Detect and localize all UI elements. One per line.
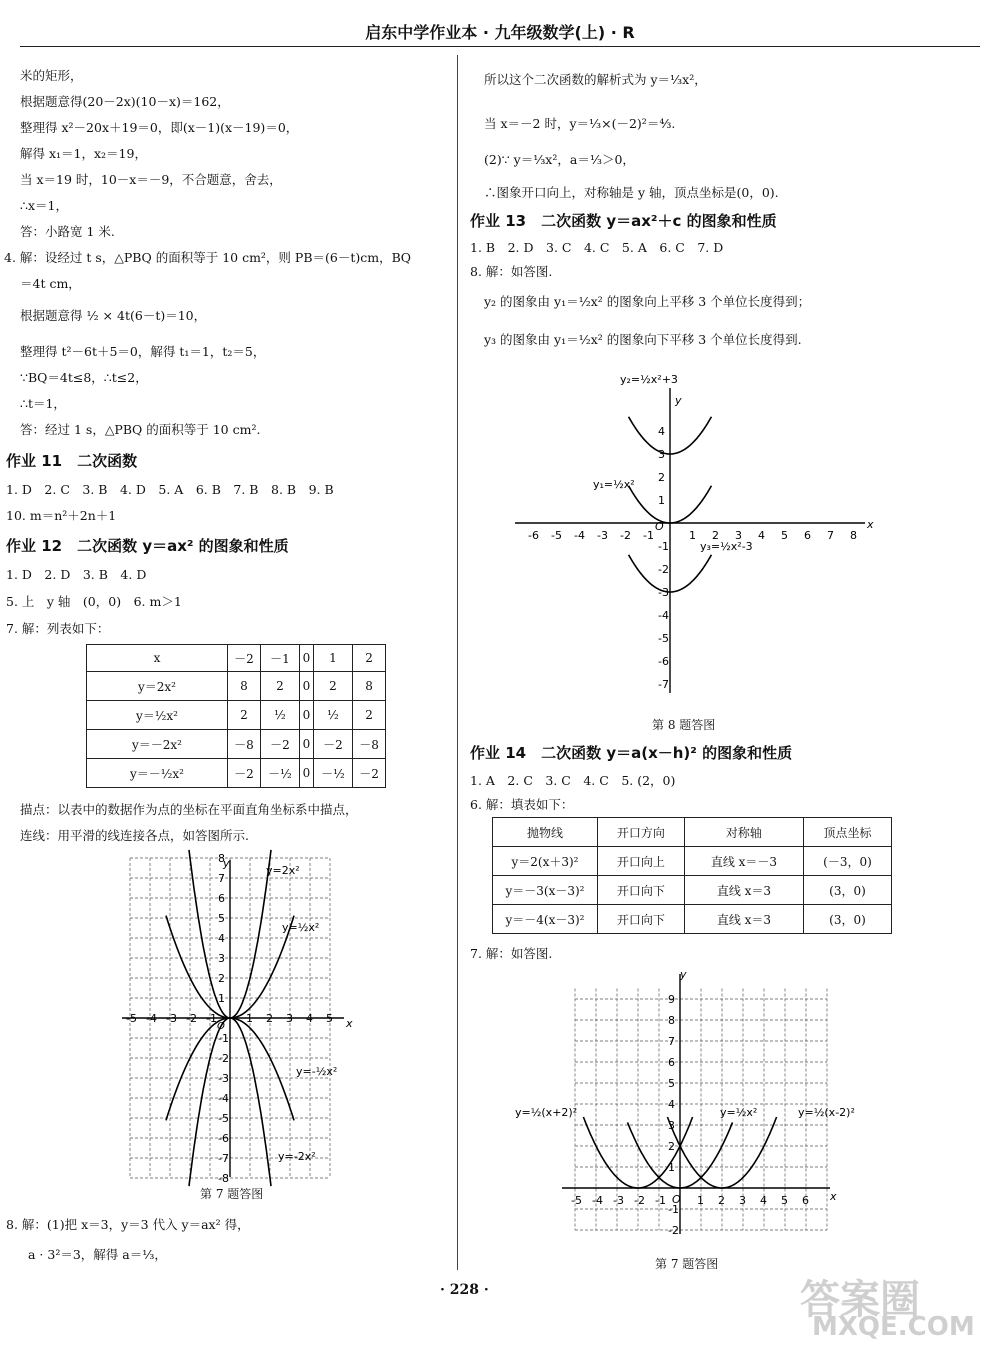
tick-labels [528, 425, 857, 691]
section-title-hw11: 作业 11 二次函数 [6, 452, 138, 470]
table-cell: y＝2(x＋3)² [493, 847, 598, 876]
curve-label-y1: y₁=½x² [593, 478, 635, 491]
x-tick-label: -4 [592, 1194, 603, 1207]
table-cell: 开口向上 [598, 847, 685, 876]
table-cell: y＝2x² [87, 672, 228, 701]
table-cell: 0 [300, 759, 314, 788]
text-line: 当 x＝－2 时，y＝⅓×(－2)²＝⁴⁄₃. [484, 116, 676, 131]
y-tick-label: -6 [658, 655, 669, 668]
text-line: 答：经过 1 s，△PBQ 的面积等于 10 cm². [20, 422, 261, 437]
y-tick-label: 8 [218, 852, 225, 865]
text-line: 描点：以表中的数据作为点的坐标在平面直角坐标系中描点， [20, 802, 358, 817]
parabola-table [492, 817, 892, 934]
table-cell: (3，0) [804, 876, 892, 905]
x-tick-label: -2 [634, 1194, 645, 1207]
curve-label-y3: y₃=½x²-3 [700, 540, 753, 553]
table-cell: 直线 x＝3 [684, 905, 803, 934]
table-cell: 0 [300, 730, 314, 759]
x-tick-label: 2 [712, 529, 719, 542]
answer-line: 5. 上 y 轴 (0，0) 6. m＞1 [6, 594, 182, 609]
x-axis-label: x [346, 1017, 353, 1030]
y-tick-label: 5 [668, 1077, 675, 1090]
y-tick-label: 3 [658, 448, 665, 461]
text-line: 所以这个二次函数的解析式为 y＝⅓x²， [484, 72, 707, 87]
x-tick-label: -6 [528, 529, 539, 542]
x-tick-label: -1 [643, 529, 654, 542]
y-tick-label: -8 [218, 1172, 229, 1185]
x-tick-label: -2 [186, 1012, 197, 1025]
value-table [86, 644, 386, 788]
text-line: 米的矩形， [20, 68, 83, 83]
table-cell: 0 [300, 672, 314, 701]
origin-label: O [672, 1193, 681, 1206]
origin-label: O [217, 1021, 225, 1032]
x-tick-label: 3 [286, 1012, 293, 1025]
text-line: (2)∵ y＝⅓x²，a＝⅓＞0， [484, 152, 635, 167]
table-cell: 0 [300, 645, 314, 672]
text-line: ∵BQ＝4t≤8，∴t≤2， [20, 370, 148, 385]
y-tick-label: -1 [668, 1203, 679, 1216]
table-cell: －2 [228, 759, 261, 788]
x-tick-label: 7 [827, 529, 834, 542]
curve-label-y-2x2: y=2x² [266, 864, 300, 877]
table-cell: y＝½x² [87, 701, 228, 730]
text-line: 当 x＝19 时，10－x＝－9，不合题意，舍去， [20, 172, 282, 187]
y-tick-label: 2 [218, 972, 225, 985]
text-line: 解得 x₁＝1，x₂＝19， [20, 146, 147, 161]
y-tick-label: 7 [668, 1035, 675, 1048]
y-tick-label: 7 [218, 872, 225, 885]
x-tick-label: 5 [781, 529, 788, 542]
table-cell: －½ [260, 759, 299, 788]
x-tick-label: -2 [620, 529, 631, 542]
graph-q7-left [110, 852, 355, 1185]
table-cell: x [87, 645, 228, 672]
curve-label-y-half-x2: y=½x² [282, 921, 320, 934]
table-cell: 1 [313, 645, 352, 672]
x-tick-label: 1 [689, 529, 696, 542]
table-cell: 2 [313, 672, 352, 701]
table-cell: －8 [353, 730, 386, 759]
y-tick-label: 3 [668, 1119, 675, 1132]
x-tick-label: -5 [551, 529, 562, 542]
x-tick-label: -3 [613, 1194, 624, 1207]
y-axis-label: y [223, 857, 230, 870]
y-tick-label: 4 [668, 1098, 675, 1111]
y-tick-label: 4 [658, 425, 665, 438]
table-cell: 2 [353, 701, 386, 730]
x-tick-label: -5 [571, 1194, 582, 1207]
y-tick-label: 6 [668, 1056, 675, 1069]
curve-label-y-neg-2x2: y=-2x² [278, 1150, 316, 1163]
table-cell: －8 [228, 730, 261, 759]
table-cell: －2 [228, 645, 261, 672]
graph-q8-right [505, 368, 885, 698]
section-title-hw13: 作业 13 二次函数 y＝ax²＋c 的图象和性质 [470, 212, 777, 230]
x-tick-label: 3 [739, 1194, 746, 1207]
y-tick-label: -2 [218, 1052, 229, 1065]
table-cell: ½ [313, 701, 352, 730]
y-tick-label: -3 [658, 586, 669, 599]
y-tick-label: 5 [218, 912, 225, 925]
y-tick-label: -1 [658, 540, 669, 553]
text-line: ＝4t cm， [20, 276, 81, 291]
text-line: a · 3²＝3，解得 a＝⅓， [28, 1247, 167, 1262]
table-cell: －2 [260, 730, 299, 759]
x-tick-label: 2 [266, 1012, 273, 1025]
text-line: 整理得 x²－20x＋19＝0，即(x－1)(x－19)＝0， [20, 120, 299, 135]
y-tick-label: 6 [218, 892, 225, 905]
x-tick-label: 3 [735, 529, 742, 542]
answer-line: 7. 解：列表如下： [6, 621, 110, 636]
answer-line: 1. D 2. C 3. B 4. D 5. A 6. B 7. B 8. B 9. B [6, 482, 334, 497]
table-cell: 开口向下 [598, 876, 685, 905]
y-tick-label: 4 [218, 932, 225, 945]
y-tick-label: 2 [658, 471, 665, 484]
text-line: 整理得 t²－6t＋5＝0，解得 t₁＝1，t₂＝5， [20, 344, 266, 359]
x-axis-label: x [867, 518, 874, 531]
curve-label-center: y=½x² [720, 1106, 758, 1119]
text-line: 8. 解：(1)把 x＝3，y＝3 代入 y＝ax² 得， [6, 1217, 250, 1232]
text-line: 根据题意得(20－2x)(10－x)＝162， [20, 94, 230, 109]
y-tick-label: 2 [668, 1140, 675, 1153]
x-tick-label: 6 [804, 529, 811, 542]
curve-label-left-shift: y=½(x+2)² [515, 1106, 578, 1119]
figure-caption: 第 7 题答图 [200, 1187, 264, 1201]
x-tick-label: 1 [246, 1012, 253, 1025]
y-tick-label: -7 [218, 1152, 229, 1165]
watermark-logo: 答案圈 [800, 1277, 920, 1323]
x-tick-label: 2 [718, 1194, 725, 1207]
curve-right-shift [667, 1117, 776, 1188]
table-cell: y＝－2x² [87, 730, 228, 759]
text-line: 答：小路宽 1 米. [20, 224, 115, 239]
table-cell: －2 [313, 730, 352, 759]
answer-line: 6. 解：填表如下： [470, 797, 574, 812]
curve-left-shift [583, 1117, 692, 1188]
curve-label-right-shift: y=½(x-2)² [798, 1106, 855, 1119]
y-tick-label: 9 [668, 993, 675, 1006]
table-cell: 2 [353, 645, 386, 672]
y-tick-label: -4 [658, 609, 669, 622]
table-cell: －1 [260, 645, 299, 672]
x-axis-label: x [830, 1190, 837, 1203]
x-tick-label: 4 [758, 529, 765, 542]
x-tick-label: 4 [760, 1194, 767, 1207]
text-line: y₂ 的图象由 y₁＝½x² 的图象向上平移 3 个单位长度得到； [484, 294, 811, 309]
table-cell: 开口向下 [598, 905, 685, 934]
answer-line: 7. 解：如答图. [470, 946, 553, 961]
y-tick-label: -6 [218, 1132, 229, 1145]
text-line: ∴x＝1， [20, 198, 68, 213]
origin-label: O [655, 520, 664, 533]
section-title-hw12: 作业 12 二次函数 y＝ax² 的图象和性质 [6, 537, 289, 555]
text-line: y₃ 的图象由 y₁＝½x² 的图象向下平移 3 个单位长度得到. [484, 332, 802, 347]
text-line: 根据题意得 ½ × 4t(6－t)＝10， [20, 308, 207, 323]
table-cell: 抛物线 [493, 818, 598, 847]
table-cell: 2 [228, 701, 261, 730]
text-line: ∴t＝1， [20, 396, 66, 411]
y-tick-label: 8 [668, 1014, 675, 1027]
y-tick-label: 1 [658, 494, 665, 507]
x-tick-label: 5 [781, 1194, 788, 1207]
graph-q7-right [512, 966, 855, 1246]
y-tick-label: -7 [658, 678, 669, 691]
x-tick-label: 8 [850, 529, 857, 542]
table-cell: y＝－4(x－3)² [493, 905, 598, 934]
table-cell: －2 [353, 759, 386, 788]
table-cell: 直线 x＝3 [684, 876, 803, 905]
y-tick-label: -2 [658, 563, 669, 576]
text-line: 4. 解：设经过 t s，△PBQ 的面积等于 10 cm²，则 PB＝(6－t)cm，BQ [4, 250, 412, 265]
y-axis-label: y [675, 394, 682, 407]
table-cell: 2 [260, 672, 299, 701]
x-tick-label: 5 [326, 1012, 333, 1025]
y-tick-label: 1 [218, 992, 225, 1005]
x-tick-label: -5 [126, 1012, 137, 1025]
y-tick-label: 1 [668, 1161, 675, 1174]
y-tick-label: -5 [218, 1112, 229, 1125]
y-axis-label: y [680, 968, 687, 981]
page-header: 启东中学作业本 · 九年级数学(上) · R [20, 20, 980, 47]
answer-line: 1. D 2. D 3. B 4. D [6, 567, 147, 582]
table-cell: (－3，0) [804, 847, 892, 876]
figure-caption: 第 8 题答图 [652, 718, 716, 732]
y-tick-label: -3 [218, 1072, 229, 1085]
table-cell: y＝－3(x－3)² [493, 876, 598, 905]
table-cell: ½ [260, 701, 299, 730]
y-tick-label: -5 [658, 632, 669, 645]
x-tick-label: -1 [206, 1012, 217, 1025]
table-cell: －½ [313, 759, 352, 788]
table-cell: 顶点坐标 [804, 818, 892, 847]
curve-label-y2: y₂=½x²+3 [620, 373, 678, 386]
table-cell: 对称轴 [684, 818, 803, 847]
table-cell: 8 [353, 672, 386, 701]
x-tick-label: -4 [146, 1012, 157, 1025]
answer-line: 10. m＝n²＋2n＋1 [6, 508, 117, 523]
x-tick-label: -4 [574, 529, 585, 542]
x-tick-label: 6 [802, 1194, 809, 1207]
answer-line: 8. 解：如答图. [470, 264, 553, 279]
y-tick-label: -1 [218, 1032, 229, 1045]
watermark-url: MXQE.COM [812, 1312, 975, 1342]
curve-label-y-neg-half-x2: y=-½x² [296, 1065, 338, 1078]
column-divider [457, 55, 458, 1270]
figure-caption: 第 7 题答图 [655, 1257, 719, 1271]
table-cell: 0 [300, 701, 314, 730]
x-tick-label: -1 [655, 1194, 666, 1207]
text-line: 连线：用平滑的线连接各点，如答图所示. [20, 828, 249, 843]
y-tick-label: -2 [668, 1224, 679, 1237]
table-cell: 直线 x＝－3 [684, 847, 803, 876]
text-line: ∴图象开口向上，对称轴是 y 轴，顶点坐标是(0，0). [484, 185, 779, 200]
page-number: · 228 · [440, 1282, 489, 1298]
table-cell: y＝－½x² [87, 759, 228, 788]
x-tick-label: 4 [306, 1012, 313, 1025]
y-tick-label: -4 [218, 1092, 229, 1105]
answer-line: 1. A 2. C 3. C 4. C 5. (2，0) [470, 773, 676, 788]
x-tick-label: -3 [597, 529, 608, 542]
table-cell: 开口方向 [598, 818, 685, 847]
x-tick-label: -3 [166, 1012, 177, 1025]
answer-line: 1. B 2. D 3. C 4. C 5. A 6. C 7. D [470, 240, 724, 255]
y-tick-label: 3 [218, 952, 225, 965]
section-title-hw14: 作业 14 二次函数 y＝a(x－h)² 的图象和性质 [470, 744, 793, 762]
table-cell: 8 [228, 672, 261, 701]
table-cell: (3，0) [804, 905, 892, 934]
tick-labels [571, 993, 809, 1237]
x-tick-label: 1 [697, 1194, 704, 1207]
